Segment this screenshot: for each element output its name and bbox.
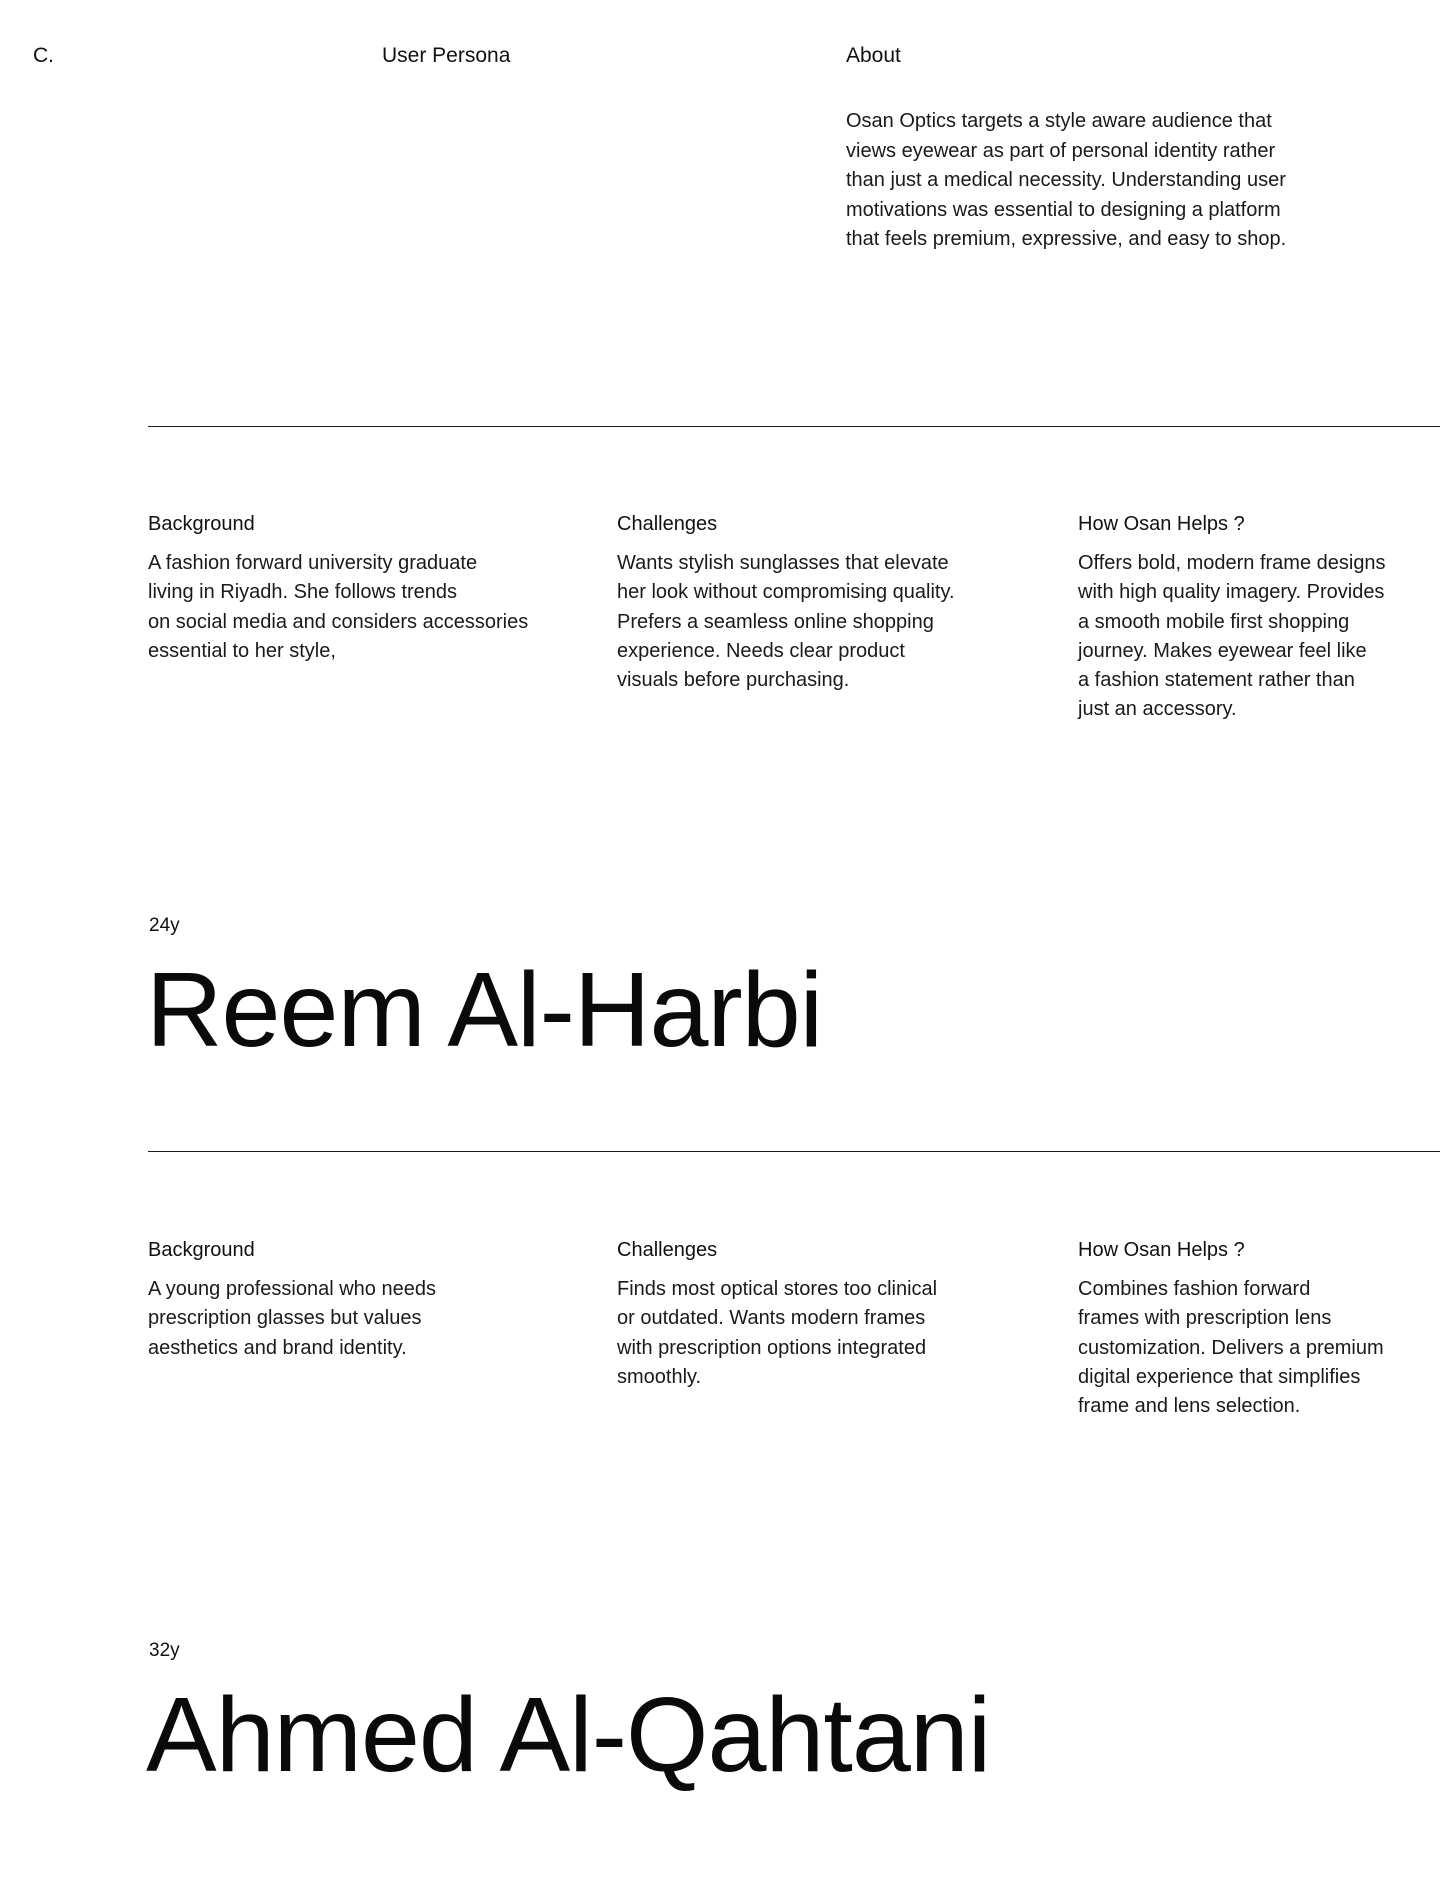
text-line: a smooth mobile first shopping (1078, 610, 1350, 633)
text-line: digital experience that simplifies (1078, 1365, 1361, 1388)
page-title: User Persona (382, 44, 511, 67)
persona-age: 24y (149, 915, 180, 936)
challenges-text (617, 1275, 1037, 1392)
persona-challenges-column (617, 512, 1037, 695)
text-line: Combines fashion forward (1078, 1278, 1311, 1300)
text-line: frame and lens selection. (1078, 1395, 1301, 1418)
about-paragraph (846, 107, 1326, 255)
text-line: A young professional who needs (148, 1278, 436, 1300)
helps-text (1078, 1275, 1440, 1421)
challenges-heading: Challenges (617, 513, 718, 535)
brand-logo[interactable]: C. (33, 44, 54, 67)
text-line: prescription glasses but values (148, 1307, 422, 1330)
text-line: aesthetics and brand identity. (148, 1336, 407, 1359)
text-line: smoothly. (617, 1365, 702, 1388)
text-line: living in Riyadh. She follows trends (148, 581, 458, 604)
text-line: A fashion forward university graduate (148, 552, 478, 574)
section-divider (148, 426, 1440, 427)
section-divider (148, 1151, 1440, 1152)
text-line: frames with prescription lens (1078, 1307, 1332, 1330)
text-line: a fashion statement rather than (1078, 669, 1355, 692)
background-heading: Background (148, 513, 255, 535)
challenges-heading: Challenges (617, 1239, 718, 1261)
text-line: with high quality imagery. Provides (1078, 581, 1385, 604)
text-line: Prefers a seamless online shopping (617, 610, 934, 633)
text-line: her look without compromising quality. (617, 581, 955, 604)
background-text (148, 1275, 568, 1363)
background-text (148, 549, 568, 666)
helps-text (1078, 549, 1440, 725)
helps-heading: How Osan Helps ? (1078, 513, 1245, 535)
text-line: just an accessory. (1078, 698, 1237, 721)
about-line: views eyewear as part of personal identity rather (846, 139, 1276, 162)
persona-age: 32y (149, 1640, 180, 1661)
persona-challenges-column (617, 1238, 1037, 1392)
about-line: that feels premium, expressive, and easy to shop. (846, 228, 1287, 250)
persona-name: Ahmed Al-Qahtani (146, 1676, 991, 1794)
text-line: customization. Delivers a premium (1078, 1336, 1384, 1359)
about-line: motivations was essential to designing a platform (846, 198, 1281, 221)
about-heading: About (846, 44, 901, 67)
text-line: experience. Needs clear product (617, 639, 905, 662)
persona-background-column (148, 1238, 568, 1363)
text-line: with prescription options integrated (617, 1336, 927, 1359)
text-line: or outdated. Wants modern frames (617, 1307, 926, 1330)
background-heading: Background (148, 1239, 255, 1261)
persona-background-column (148, 512, 568, 666)
about-line: than just a medical necessity. Understanding user (846, 169, 1286, 191)
challenges-text (617, 549, 1037, 695)
persona-name: Reem Al-Harbi (146, 951, 823, 1069)
helps-heading: How Osan Helps ? (1078, 1239, 1245, 1261)
text-line: on social media and considers accessories (148, 610, 529, 633)
text-line: Wants stylish sunglasses that elevate (617, 552, 949, 574)
text-line: Finds most optical stores too clinical (617, 1278, 938, 1300)
text-line: journey. Makes eyewear feel like (1078, 639, 1367, 662)
text-line: essential to her style, (148, 639, 336, 662)
persona-helps-column (1078, 1238, 1440, 1421)
about-line: Osan Optics targets a style aware audience that (846, 110, 1272, 132)
persona-helps-column (1078, 512, 1440, 725)
text-line: visuals before purchasing. (617, 669, 850, 692)
text-line: Offers bold, modern frame designs (1078, 552, 1386, 574)
